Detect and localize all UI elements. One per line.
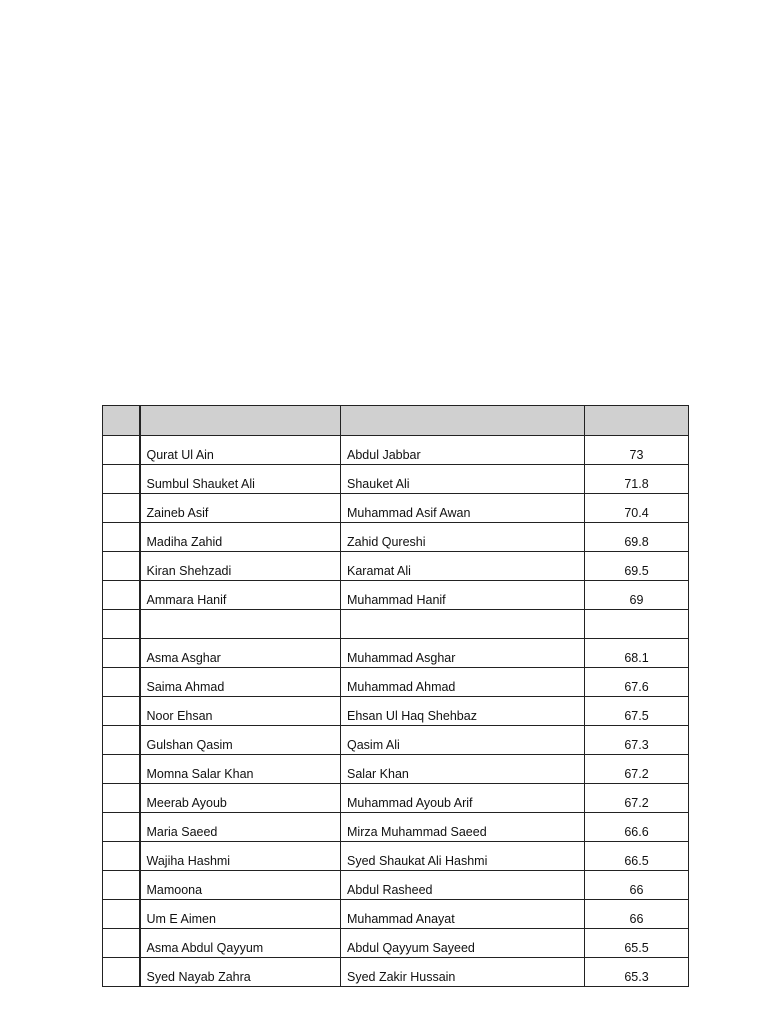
- name-cell: Um E Aimen: [140, 900, 341, 929]
- header-cell-score: [585, 406, 689, 436]
- serial-cell: [103, 871, 140, 900]
- table-row: [103, 697, 689, 726]
- father-name-cell: Karamat Ali: [341, 552, 585, 581]
- name-cell: Saima Ahmad: [140, 668, 341, 697]
- table-row: [103, 639, 689, 668]
- name-cell: Momna Salar Khan: [140, 755, 341, 784]
- father-name-cell: Qasim Ali: [341, 726, 585, 755]
- serial-cell: [103, 784, 140, 813]
- serial-cell: [103, 697, 140, 726]
- name-cell: [140, 610, 341, 639]
- serial-cell: [103, 726, 140, 755]
- father-name-cell: Ehsan Ul Haq Shehbaz: [341, 697, 585, 726]
- table-row: [103, 465, 689, 494]
- serial-cell: [103, 929, 140, 958]
- name-cell: Wajiha Hashmi: [140, 842, 341, 871]
- serial-cell: [103, 639, 140, 668]
- father-name-cell: Salar Khan: [341, 755, 585, 784]
- score-cell: 67.5: [585, 697, 689, 726]
- serial-cell: [103, 494, 140, 523]
- serial-cell: [103, 552, 140, 581]
- name-cell: Sumbul Shauket Ali: [140, 465, 341, 494]
- table-row: [103, 958, 689, 987]
- score-cell: 70.4: [585, 494, 689, 523]
- name-cell: Asma Abdul Qayyum: [140, 929, 341, 958]
- score-cell: 67.6: [585, 668, 689, 697]
- name-cell: Kiran Shehzadi: [140, 552, 341, 581]
- table-row: [103, 552, 689, 581]
- serial-cell: [103, 668, 140, 697]
- name-cell: Qurat Ul Ain: [140, 436, 341, 465]
- table-row: [103, 842, 689, 871]
- score-cell: 67.2: [585, 784, 689, 813]
- name-cell: Mamoona: [140, 871, 341, 900]
- table-row: [103, 871, 689, 900]
- table-row: [103, 494, 689, 523]
- serial-cell: [103, 610, 140, 639]
- header-cell-name: [140, 406, 341, 436]
- score-cell: 71.8: [585, 465, 689, 494]
- table-row: [103, 436, 689, 465]
- name-cell: Madiha Zahid: [140, 523, 341, 552]
- results-table: [102, 405, 689, 987]
- father-name-cell: Shauket Ali: [341, 465, 585, 494]
- father-name-cell: Muhammad Asghar: [341, 639, 585, 668]
- table-row: [103, 813, 689, 842]
- serial-cell: [103, 436, 140, 465]
- name-cell: Gulshan Qasim: [140, 726, 341, 755]
- score-cell: [585, 610, 689, 639]
- father-name-cell: Zahid Qureshi: [341, 523, 585, 552]
- header-cell-serial: [103, 406, 140, 436]
- serial-cell: [103, 842, 140, 871]
- score-cell: 66.6: [585, 813, 689, 842]
- father-name-cell: Muhammad Ayoub Arif: [341, 784, 585, 813]
- table-row: [103, 523, 689, 552]
- name-cell: Maria Saeed: [140, 813, 341, 842]
- father-name-cell: [341, 610, 585, 639]
- father-name-cell: Muhammad Asif Awan: [341, 494, 585, 523]
- father-name-cell: Syed Zakir Hussain: [341, 958, 585, 987]
- score-cell: 73: [585, 436, 689, 465]
- score-cell: 67.2: [585, 755, 689, 784]
- table-row: [103, 581, 689, 610]
- father-name-cell: Muhammad Anayat: [341, 900, 585, 929]
- table-row: [103, 929, 689, 958]
- score-cell: 69: [585, 581, 689, 610]
- table-row: [103, 900, 689, 929]
- table-row: [103, 610, 689, 639]
- table-row: [103, 755, 689, 784]
- name-cell: Syed Nayab Zahra: [140, 958, 341, 987]
- serial-cell: [103, 465, 140, 494]
- table-row: [103, 668, 689, 697]
- name-cell: Zaineb Asif: [140, 494, 341, 523]
- name-cell: Ammara Hanif: [140, 581, 341, 610]
- score-cell: 65.3: [585, 958, 689, 987]
- score-cell: 65.5: [585, 929, 689, 958]
- serial-cell: [103, 900, 140, 929]
- serial-cell: [103, 958, 140, 987]
- father-name-cell: Abdul Qayyum Sayeed: [341, 929, 585, 958]
- table-body: [103, 406, 689, 987]
- father-name-cell: Syed Shaukat Ali Hashmi: [341, 842, 585, 871]
- serial-cell: [103, 813, 140, 842]
- father-name-cell: Muhammad Ahmad: [341, 668, 585, 697]
- name-cell: Asma Asghar: [140, 639, 341, 668]
- father-name-cell: Abdul Jabbar: [341, 436, 585, 465]
- serial-cell: [103, 581, 140, 610]
- score-cell: 69.8: [585, 523, 689, 552]
- header-cell-father-name: [341, 406, 585, 436]
- father-name-cell: Muhammad Hanif: [341, 581, 585, 610]
- score-cell: 67.3: [585, 726, 689, 755]
- name-cell: Meerab Ayoub: [140, 784, 341, 813]
- score-cell: 68.1: [585, 639, 689, 668]
- table-row: [103, 784, 689, 813]
- score-cell: 66: [585, 871, 689, 900]
- father-name-cell: Abdul Rasheed: [341, 871, 585, 900]
- father-name-cell: Mirza Muhammad Saeed: [341, 813, 585, 842]
- score-cell: 69.5: [585, 552, 689, 581]
- table-header-row: [103, 406, 689, 436]
- score-cell: 66: [585, 900, 689, 929]
- serial-cell: [103, 523, 140, 552]
- table-row: [103, 726, 689, 755]
- name-cell: Noor Ehsan: [140, 697, 341, 726]
- serial-cell: [103, 755, 140, 784]
- score-cell: 66.5: [585, 842, 689, 871]
